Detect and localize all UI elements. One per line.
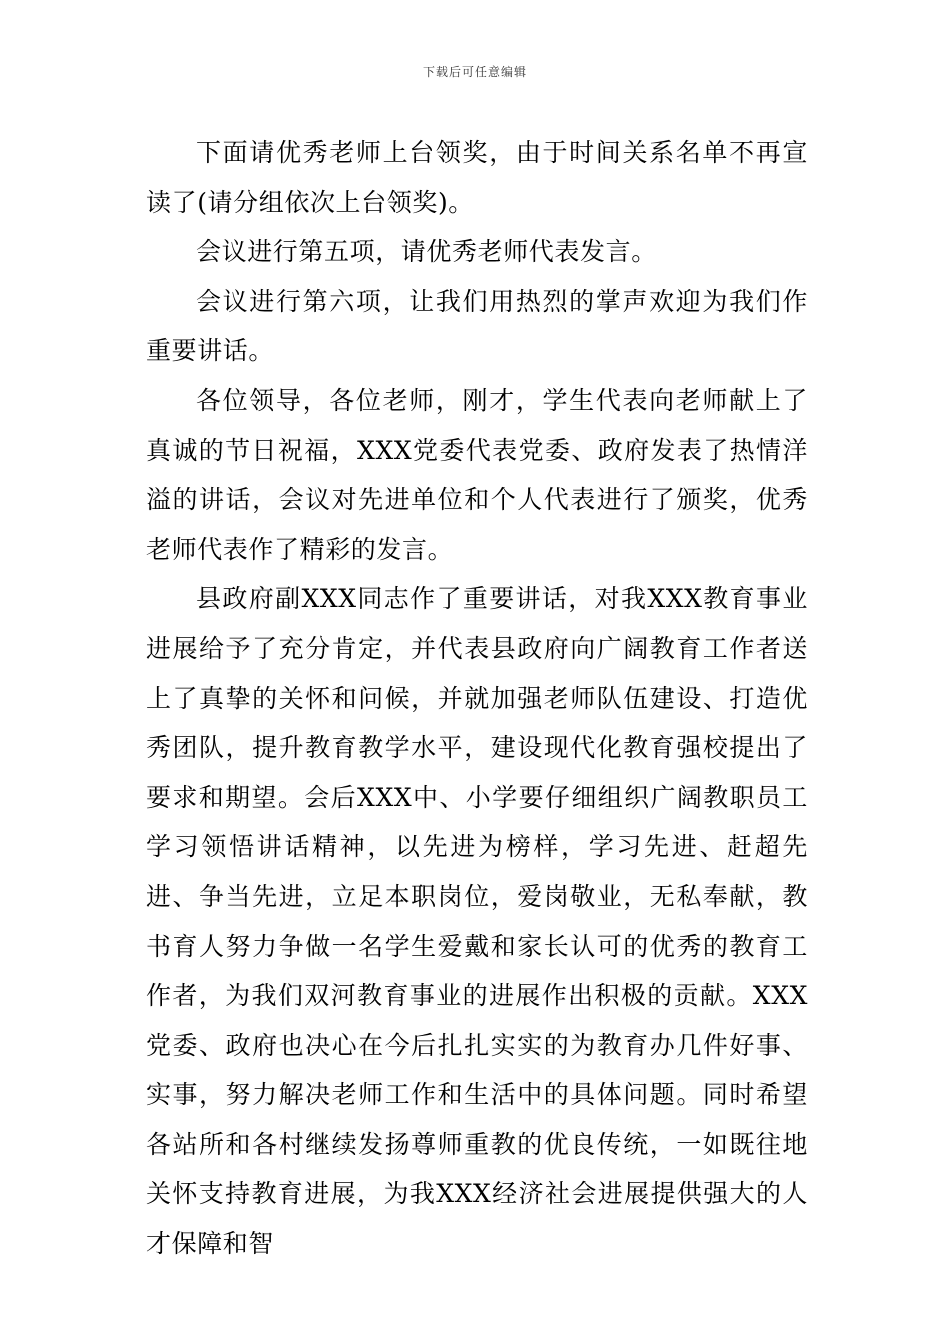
paragraph-summary: 各位领导，各位老师，刚才，学生代表向老师献上了真诚的节日祝福，XXX党委代表党委、政府发表了热情洋溢的讲话，会议对先进单位和个人代表进行了颁奖，优秀老师代表作了精彩的发言。 xyxy=(146,385,808,564)
document-body xyxy=(146,128,808,1269)
paragraph-closing-remarks: 县政府副XXX同志作了重要讲话，对我XXX教育事业进展给予了充分肯定，并代表县政府向广阔教育工作者送上了真挚的关怀和问候，并就加强老师队伍建设、打造优秀团队，提升教育教学水平，建设现代化教育强校提出了要求和期望。会后XXX中、小学要仔细组织广阔教职员工学习领悟讲话精神，以先进为榜样，学习先进、赶超先进、争当先进，立足本职岗位，爱岗敬业，无私奉献，教书育人努力争做一名学生爱戴和家长认可的优秀的教育工作者，为我们双河教育事业的进展作出积极的贡献。XXX党委、政府也决心在今后扎扎实实的为教育办几件好事、实事，努力解决老师工作和生活中的具体问题。同时希望各站所和各村继续发扬尊师重教的优良传统，一如既往地关怀支持教育进展，为我XXX经济社会进展提供强大的人才保障和智 xyxy=(146,584,808,1259)
paragraph-item-five: 会议进行第五项，请优秀老师代表发言。 xyxy=(196,237,657,267)
paragraph-award-announcement: 下面请优秀老师上台领奖，由于时间关系名单不再宣读了(请分组依次上台领奖)。 xyxy=(146,138,808,217)
page-header-note: 下载后可任意编辑 xyxy=(422,65,527,79)
paragraph-item-six: 会议进行第六项，让我们用热烈的掌声欢迎为我们作重要讲话。 xyxy=(146,286,808,366)
